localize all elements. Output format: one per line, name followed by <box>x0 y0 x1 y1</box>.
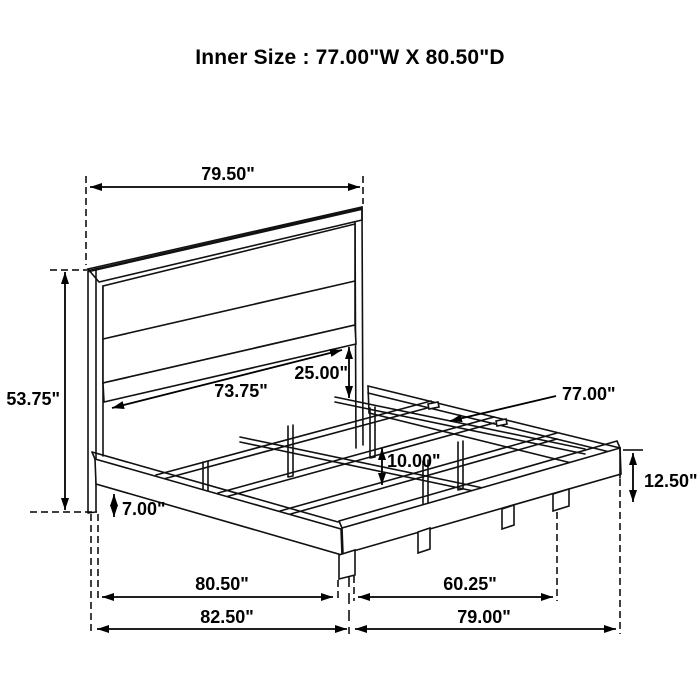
dim-label-headboard-panel-width: 73.75" <box>214 381 268 401</box>
dim-label-headboard-width: 79.50" <box>201 164 255 184</box>
dim-label-headboard-above-rail: 25.00" <box>294 363 348 383</box>
foot-rail-face <box>342 448 621 554</box>
foot-leg <box>418 528 430 553</box>
corner-leg <box>339 550 355 579</box>
dim-label-inner-depth: 80.50" <box>195 574 249 594</box>
support-post <box>288 425 293 477</box>
dim-label-overall-width: 79.00" <box>457 607 511 627</box>
dim-label-leg-span: 60.25" <box>443 574 497 594</box>
dim-label-floor-clearance: 7.00" <box>122 499 166 519</box>
dim-label-slat-support-height: 10.00" <box>387 451 441 471</box>
dim-label-center-rail-length: 77.00" <box>562 384 616 404</box>
dim-label-headboard-height: 53.75" <box>6 389 60 409</box>
dim-leader-center-rail <box>450 396 556 421</box>
headboard <box>88 207 363 513</box>
foot-leg <box>502 505 514 529</box>
dim-label-side-rail-height: 12.50" <box>644 471 698 491</box>
headboard-right-stile <box>355 207 363 448</box>
center-support-rail <box>240 437 483 493</box>
dim-label-overall-depth: 82.50" <box>200 607 254 627</box>
diagram-title: Inner Size : 77.00"W X 80.50"D <box>195 46 505 69</box>
